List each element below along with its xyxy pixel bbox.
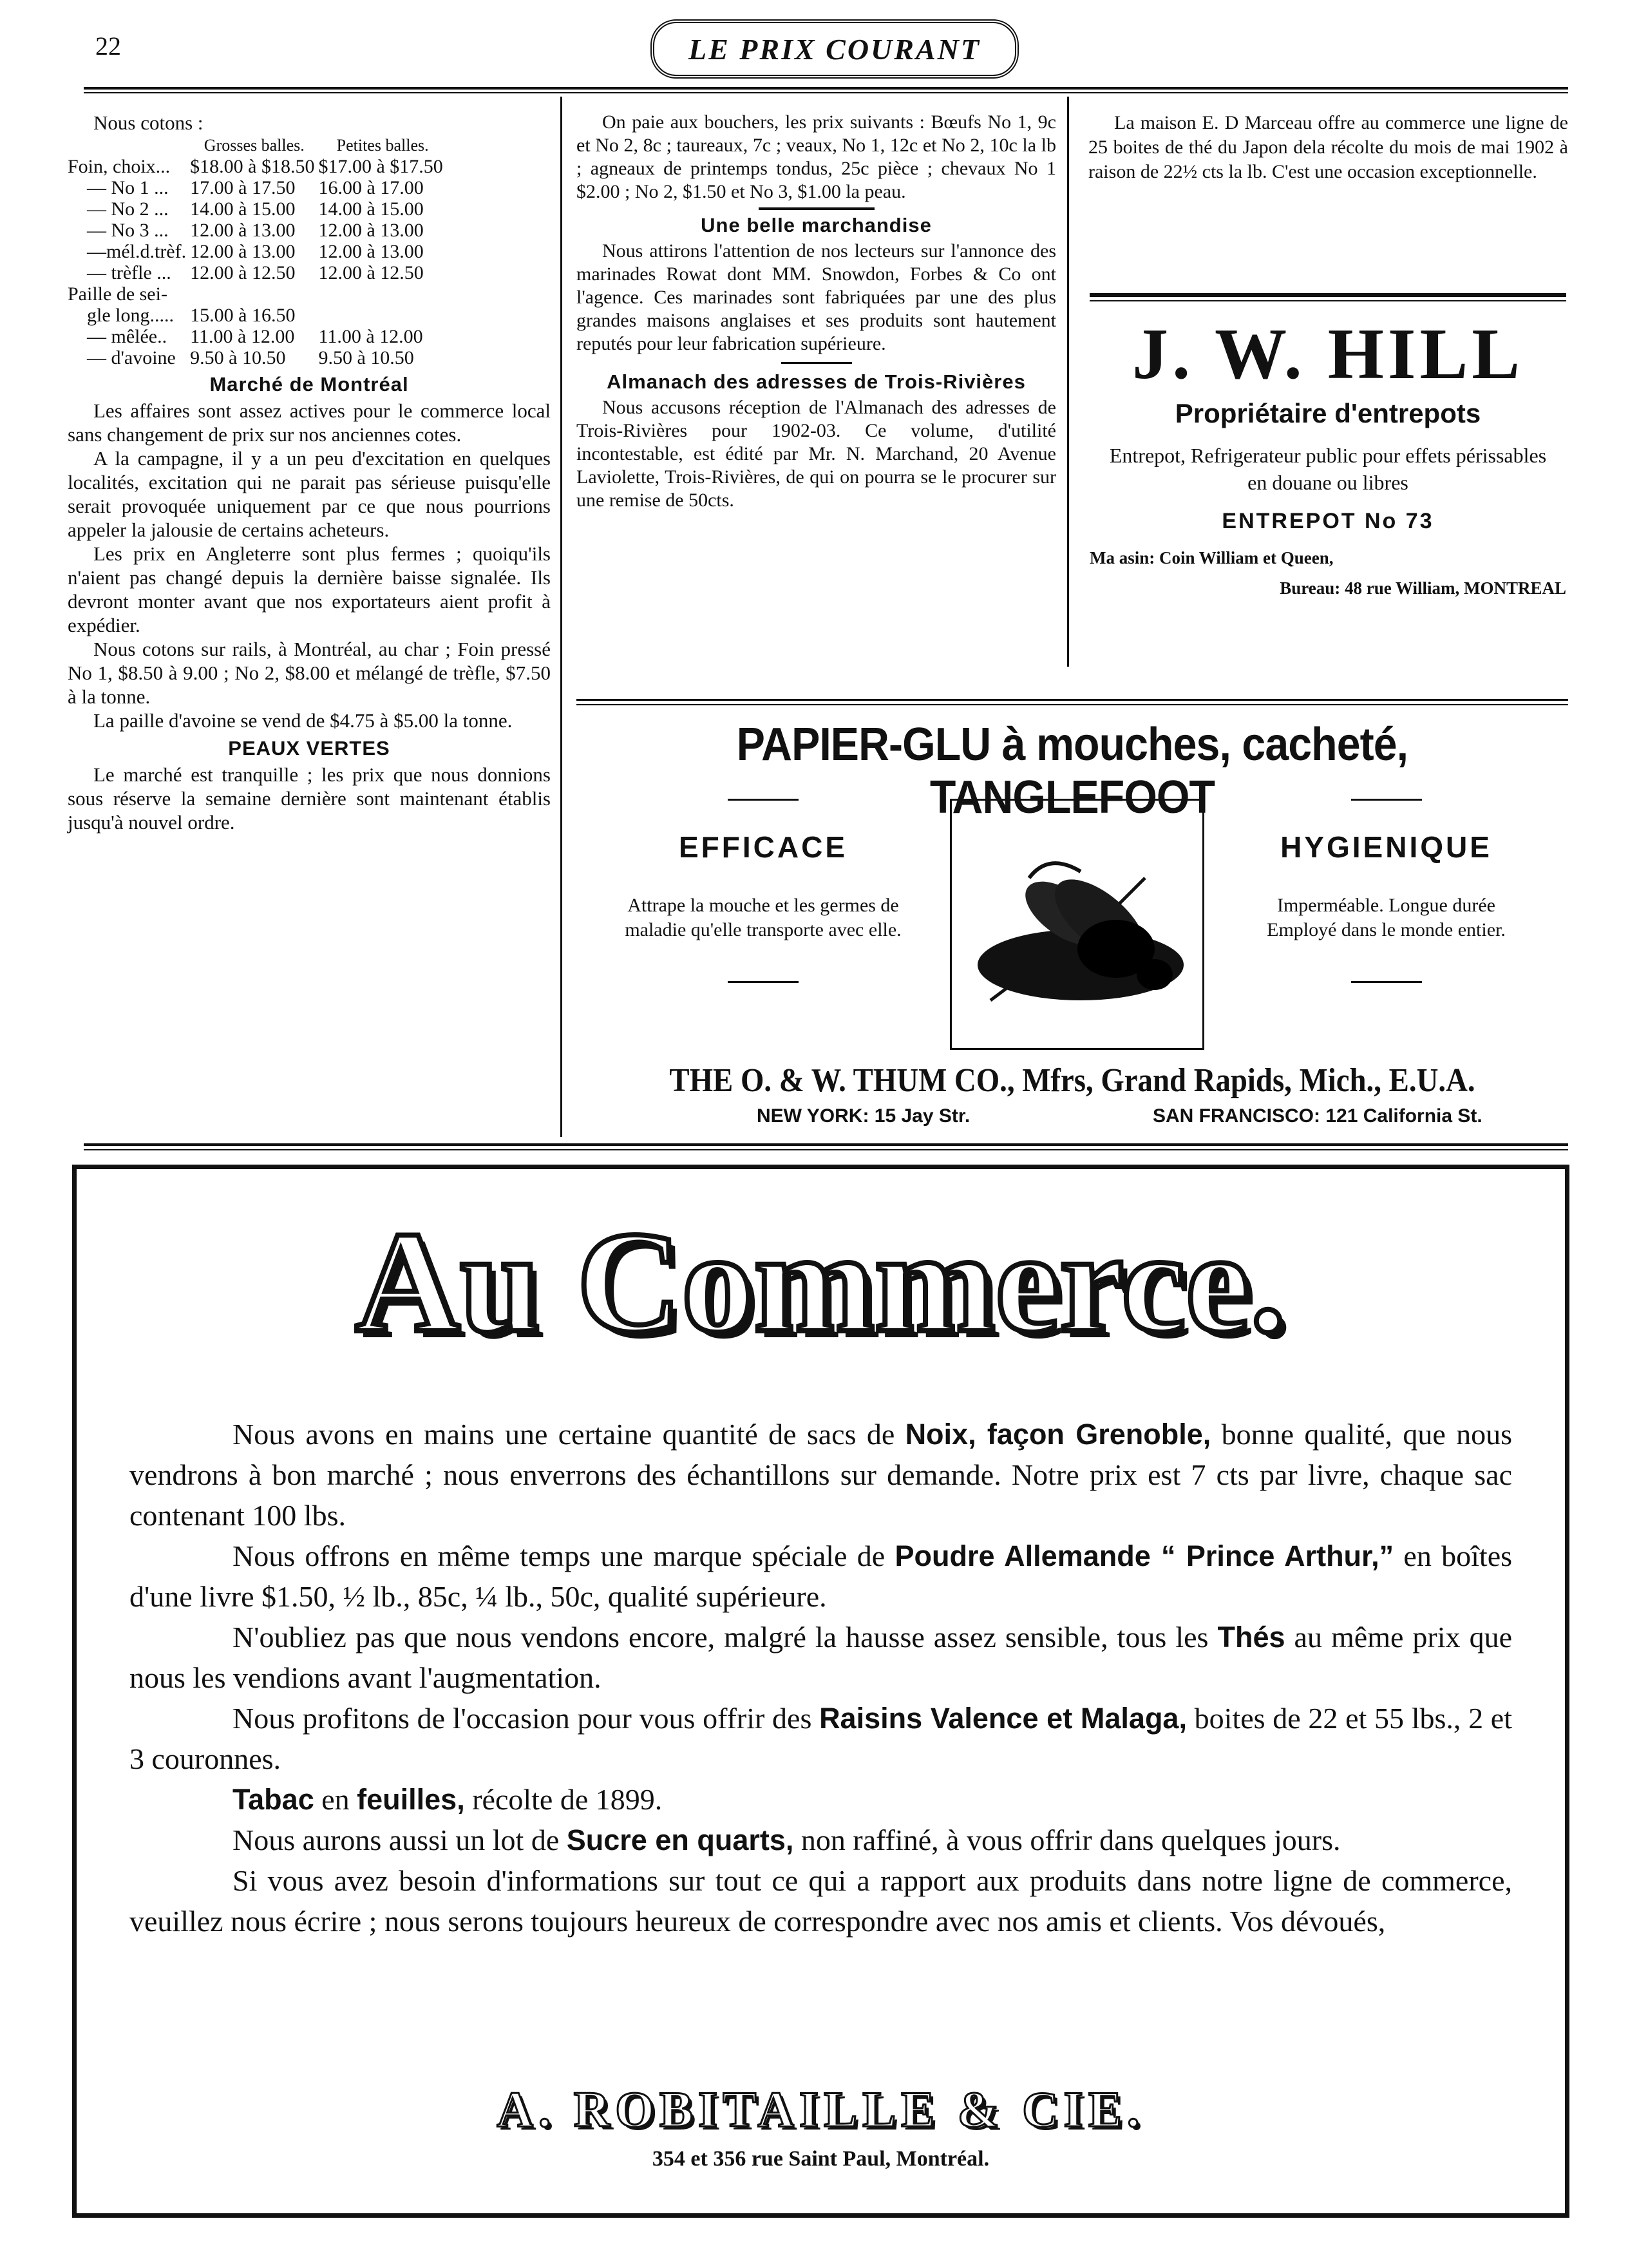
bold-product-text: Raisins Valence et Malaga, [819,1702,1187,1735]
hill-entrepot-number: ENTREPOT No 73 [1222,509,1434,533]
commerce-body [129,1414,1512,1941]
tanglefoot-ny: NEW YORK: 15 Jay Str. [757,1105,971,1127]
body-text: boites de 22 et 55 lbs., 2 et 3 couronnes. [129,1702,1512,1775]
almanach-heading: Almanach des adresses de Trois-Rivières [607,370,1026,393]
table-row: — d'avoine 9.50 à 10.50 9.50 à 10.50 [87,347,414,368]
body-text: non raffiné, à vous offrir dans quelques jours. [793,1824,1341,1856]
efficace-title: EFFICACE [679,830,848,864]
ornament-rule [759,207,875,210]
commerce-paragraph [129,1820,1512,1860]
body-text: en [314,1783,357,1816]
article-paragraph: La paille d'avoine se vend de $4.75 à $5.00 la tonne. [93,709,513,732]
commerce-advertisement [72,1165,1569,2218]
hygienique-title: HYGIENIQUE [1280,830,1492,864]
hill-top-rule-thin [1090,300,1566,301]
efficace-text: Attrape la mouche et les germes de maladie qu'elle transporte avec elle. [625,895,902,940]
tanglefoot-right [1204,799,1568,983]
hygienique-text-2: Employé dans le monde entier. [1267,919,1506,940]
commerce-paragraph [129,1779,1512,1820]
tanglefoot-top-rule [576,699,1568,701]
hygienique-text-1: Imperméable. Longue durée [1276,895,1495,916]
body-text: en boîtes d'une livre $1.50, ½ lb., 85c, ¼ lb., 50c, qualité supérieure. [129,1539,1513,1613]
body-text: au même prix que nous les vendions avant l'augmentation. [129,1621,1512,1694]
commerce-paragraph [129,1860,1512,1941]
bold-product-text: feuilles, [357,1783,465,1816]
masthead-title: LE PRIX COURANT [688,32,981,66]
table-row: Foin, choix... $18.00 à $18.50 $17.00 à $17.50 [68,156,443,177]
table-row: Paille de sei- [68,283,167,305]
bold-product-text: Thés [1217,1621,1285,1653]
table-row: — trèfle ... 12.00 à 12.50 12.00 à 12.50 [87,262,424,283]
bold-product-text: Poudre Allemande “ Prince Arthur,” [895,1539,1394,1572]
article-paragraph: Le marché est tranquille ; les prix que nous donnions sous réserve la semaine dernière sont maintenant établis jusqu'à nouvel ordre. [68,763,551,834]
table-row: — No 2 ... 14.00 à 15.00 14.00 à 15.00 [87,198,424,220]
divider [728,799,799,801]
hill-description: Entrepot, Refrigerateur public pour effets périssables en douane ou libres [1109,444,1547,494]
body-text: bonne qualité, que nous vendrons à bon marché ; nous enverrons des échantillons sur demande. Notre prix est 7 cts par livre, chaque sac contenant 100 lbs. [129,1418,1512,1532]
masthead [650,19,1019,79]
column-1 [68,111,551,834]
table-row: — mêlée.. 11.00 à 12.00 11.00 à 12.00 [87,326,423,347]
body-text: Nous offrons en même temps une marque spéciale de [232,1539,895,1572]
commerce-paragraph [129,1698,1512,1779]
divider [781,362,852,364]
header-rule [84,87,1568,90]
body-text: récolte de 1899. [464,1783,663,1816]
table-row: —mél.d.trèf. 12.00 à 13.00 12.00 à 13.00 [87,241,424,262]
article-paragraph: La maison E. D Marceau offre au commerce une ligne de 25 boites de thé du Japon dela récolte du mois de mai 1902 à raison de 22½ cts la lb. C'est une occasion exceptionnelle. [1088,112,1568,182]
marche-heading: Marché de Montréal [209,373,409,395]
hill-magasin: Ma asin: Coin William et Queen, [1090,548,1334,567]
fly-illustration [950,799,1204,1050]
tanglefoot-sf: SAN FRANCISCO: 121 California St. [1153,1105,1482,1127]
commerce-paragraph [129,1617,1512,1698]
col-head-petites: Petites balles. [336,136,429,155]
table-row: — No 3 ... 12.00 à 13.00 12.00 à 13.00 [87,220,424,241]
hill-top-rule [1090,293,1566,297]
bold-product-text: Sucre en quarts, [566,1824,794,1856]
hill-name: J. W. HILL [1132,314,1524,394]
header-rule-thin [84,92,1568,93]
commerce-paragraph [129,1536,1512,1617]
article-paragraph: Les prix en Angleterre sont plus fermes ; quoiqu'ils n'aient pas changé depuis la dernière baisse signalée. Ils devront monter avant que nos exportateurs aient profit à expédier. [68,542,551,636]
fly-icon [952,801,1202,1048]
column-2 [576,111,1056,512]
signature-address: 354 et 356 rue Saint Paul, Montréal. [652,2147,990,2171]
commerce-title: Au Commerce. [355,1201,1287,1362]
article-paragraph: On paie aux bouchers, les prix suivants : Bœufs No 1, 9c et No 2, 8c ; taureaux, 7c ; veaux, No 1, 12c et No 2, 10c la lb ; agneaux de printemps tondus, 25c pièce ; chevaux No 1 $2.00 ; No 2, $1.50 et No 3, $1.00 la peau. [576,111,1056,202]
body-text: Nous profitons de l'occasion pour vous offrir des [232,1702,820,1735]
hill-advertisement [1090,316,1566,598]
section-rule [84,1143,1568,1146]
body-text: Si vous avez besoin d'informations sur tout ce qui a rapport aux produits dans notre ligne de commerce, veuillez nous écrire ; nous serons toujours heureux de correspondre avec nos amis et clients. Vos dévoués, [129,1864,1512,1938]
column-divider-1 [560,97,562,1137]
article-paragraph: Nous accusons réception de l'Almanach des adresses de Trois-Rivières pour 1902-03. Ce volume, d'utilité incontestable, est édité par Mr. N. Marchand, 20 Avenue Laviolette, Trois-Rivières, de qui on pourra se le procurer sur une remise de 50cts. [576,397,1056,511]
divider [1351,799,1422,801]
article-paragraph: Nous attirons l'attention de nos lecteurs sur l'annonce des marinades Rowat dont MM. Snowdon, Forbes & Co ont l'agence. Ces marinades sont fabriquées par une des plus grandes maisons anglaises et ses produits sont hautement reputés pour leur fabrication supérieure. [576,240,1056,354]
table-row: gle long..... 15.00 à 16.50 [87,305,296,326]
tanglefoot-headline: PAPIER-GLU à mouches, cacheté, TANGLEFOOT [736,719,1408,823]
page-number: 22 [95,32,121,61]
signature-name: A. ROBITAILLE & CIE. [497,2081,1145,2137]
body-text: Nous aurons aussi un lot de [232,1824,567,1856]
article-paragraph: Nous cotons sur rails, à Montréal, au char ; Foin pressé No 1, $8.50 à 9.00 ; No 2, $8.00 et mélangé de trèfle, $7.50 à la tonne. [68,638,551,708]
bold-product-text: Tabac [232,1783,314,1816]
body-text: N'oubliez pas que nous vendons encore, malgré la hausse assez sensible, tous les [232,1621,1218,1653]
tanglefoot-maker: THE O. & W. THUM CO., Mfrs, Grand Rapids, Mich., E.U.A. [669,1062,1475,1099]
col-head-grosses: Grosses balles. [204,136,305,155]
belle-heading: Une belle marchandise [701,214,932,236]
column-3 [1088,111,1568,184]
article-paragraph: A la campagne, il y a un peu d'excitation en quelques localités, excitation qui ne parait pas sérieuse puisqu'elle serait provoquée uniquement par ce que nous pourrions appeler la jalousie de certains acheteurs. [68,447,551,541]
hill-bureau: Bureau: 48 rue William, MONTREAL [1280,578,1566,598]
cotons-title: Nous cotons : [93,111,204,134]
bold-product-text: Noix, façon Grenoble, [905,1418,1211,1451]
tanglefoot-top-rule-thin [576,704,1568,705]
body-text: Nous avons en mains une certaine quantité de sacs de [232,1418,905,1451]
peaux-heading: PEAUX VERTES [228,737,390,759]
hill-subtitle: Propriétaire d'entrepots [1175,398,1481,428]
table-row: — No 1 ... 17.00 à 17.50 16.00 à 17.00 [87,177,424,198]
commerce-paragraph [129,1414,1512,1536]
section-rule-thin [84,1149,1568,1150]
divider [1351,981,1422,983]
tanglefoot-left [576,799,950,983]
article-paragraph: Les affaires sont assez actives pour le commerce local sans changement de prix sur nos anciennes cotes. [68,399,551,446]
hay-price-table [68,135,447,368]
divider [728,981,799,983]
column-divider-2 [1067,97,1069,667]
